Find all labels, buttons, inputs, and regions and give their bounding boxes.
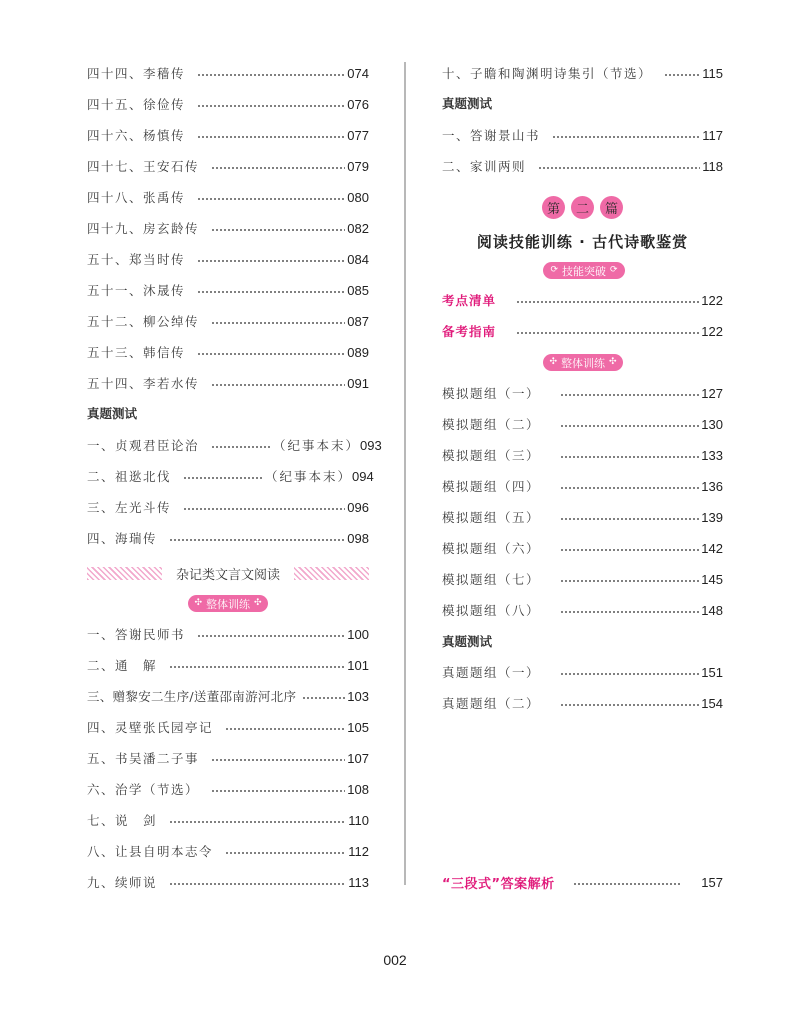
toc-entry[interactable] (87, 373, 369, 393)
leader-dots (197, 74, 345, 76)
section-band (87, 564, 369, 582)
toc-entry[interactable] (87, 311, 369, 331)
entry-title: 五十、郑当时传 (87, 252, 186, 267)
entry-page: 118 (702, 158, 723, 174)
toc-entry[interactable] (87, 528, 369, 548)
part-char-badge: 篇 (600, 196, 623, 219)
leader-dots (197, 635, 345, 637)
toc-entry[interactable] (87, 125, 369, 145)
entry-page: 091 (347, 375, 369, 391)
entry-page: 082 (347, 220, 369, 236)
leader-dots (169, 821, 346, 823)
entry-page: 148 (701, 602, 723, 618)
entry-title: 模拟题组（五） (442, 510, 541, 525)
leader-dots (197, 198, 345, 200)
toc-entry[interactable] (87, 810, 369, 830)
toc-entry[interactable] (87, 342, 369, 362)
entry-page: 130 (701, 416, 723, 432)
entry-page: 079 (347, 158, 369, 174)
leader-dots (560, 394, 699, 396)
entry-page: 122 (701, 323, 723, 339)
toc-entry[interactable] (442, 414, 723, 434)
leader-dots (560, 518, 699, 520)
leader-dots (211, 759, 345, 761)
entry-page: 077 (347, 127, 369, 143)
entry-page: 110 (348, 812, 369, 828)
entry-page: 101 (347, 657, 369, 673)
entry-title: 四十五、徐俭传 (87, 97, 186, 112)
leader-dots (538, 167, 700, 169)
entry-page: 136 (701, 478, 723, 494)
leader-dots (560, 673, 699, 675)
toc-entry[interactable] (442, 600, 723, 620)
toc-entry-answers[interactable] (442, 872, 723, 892)
leader-dots (169, 883, 346, 885)
entry-page: 108 (347, 781, 369, 797)
section-pill-label: 整体训练 (206, 597, 250, 611)
toc-entry[interactable] (87, 655, 369, 675)
toc-entry[interactable] (87, 466, 374, 486)
refresh-icon: ⟳ (550, 265, 558, 275)
toc-entry[interactable] (87, 63, 369, 83)
skill-pill-label: 技能突破 (562, 264, 606, 278)
leader-dots (560, 611, 699, 613)
entry-title: 一、答谢景山书 (442, 128, 541, 143)
leader-dots (211, 446, 271, 448)
entry-title: 真题题组（二） (442, 696, 541, 711)
leader-dots (560, 456, 699, 458)
entry-title: 模拟题组（六） (442, 541, 541, 556)
toc-entry[interactable] (442, 693, 723, 713)
entry-note: （纪事本末） (273, 438, 361, 453)
column-divider (404, 62, 406, 885)
entry-page: 098 (347, 530, 369, 546)
stripe-decoration (87, 567, 162, 580)
section-heading-exam: 真题测试 (87, 406, 138, 421)
entry-page: 100 (347, 626, 369, 642)
leader-dots (560, 580, 699, 582)
leader-dots (516, 301, 699, 303)
leader-dots (211, 384, 345, 386)
entry-page: 117 (702, 127, 723, 143)
toc-entry[interactable] (87, 218, 369, 238)
toc-entry[interactable] (442, 569, 723, 589)
entry-title: 三、左光斗传 (87, 500, 172, 515)
entry-page: 139 (701, 509, 723, 525)
entry-page: 085 (347, 282, 369, 298)
entry-title: 四十六、杨慎传 (87, 128, 186, 143)
entry-page: 089 (347, 344, 369, 360)
toc-entry[interactable] (87, 872, 369, 892)
entry-title: 考点清单 (442, 293, 497, 308)
entry-page: 115 (702, 65, 723, 81)
entry-title: 四十七、王安石传 (87, 159, 200, 174)
leader-dots (183, 508, 345, 510)
sparkle-icon: ✣ (609, 357, 617, 367)
toc-entry[interactable] (87, 435, 382, 455)
entry-page: 080 (347, 189, 369, 205)
entry-title: 模拟题组（四） (442, 479, 541, 494)
leader-dots (211, 322, 345, 324)
toc-entry[interactable] (442, 538, 723, 558)
training-pill-label: 整体训练 (561, 356, 605, 370)
leader-dots (560, 549, 699, 551)
toc-entry[interactable] (87, 94, 369, 114)
toc-entry[interactable] (87, 156, 369, 176)
entry-page: 094 (352, 468, 374, 484)
sparkle-icon: ✣ (549, 357, 557, 367)
entry-title: 真题题组（一） (442, 665, 541, 680)
entry-title: 十、子瞻和陶渊明诗集引（节选） (442, 66, 653, 81)
sparkle-icon: ✣ (254, 598, 262, 608)
entry-title: 三、赠黎安二生序/送董邵南游河北序 (87, 689, 297, 704)
leader-dots (183, 477, 263, 479)
toc-entry[interactable] (442, 63, 723, 83)
entry-title: 四十四、李穑传 (87, 66, 186, 81)
leader-dots (560, 704, 699, 706)
toc-entry[interactable] (87, 841, 369, 861)
entry-page: 105 (347, 719, 369, 735)
training-pill (543, 354, 623, 371)
leader-dots (560, 487, 699, 489)
toc-entry[interactable] (87, 497, 369, 517)
part-title: 阅读技能训练 · 古代诗歌鉴赏 (476, 233, 689, 251)
toc-entry[interactable] (87, 249, 369, 269)
entry-title: 四十九、房玄龄传 (87, 221, 200, 236)
toc-entry[interactable] (87, 717, 369, 737)
entry-page: 093 (360, 437, 382, 453)
entry-title: 备考指南 (442, 324, 497, 339)
entry-title: 四十八、张禹传 (87, 190, 186, 205)
section-band-title: 杂记类文言文阅读 (176, 567, 281, 583)
entry-title: 一、贞观君臣论治 (87, 438, 200, 453)
entry-page: 145 (701, 571, 723, 587)
section-heading-exam: 真题测试 (442, 634, 493, 649)
page-number: 002 (383, 952, 407, 968)
entry-title: 八、让县自明本志令 (87, 844, 214, 859)
entry-title: 四、海瑞传 (87, 531, 158, 546)
toc-entry[interactable] (442, 321, 723, 341)
leader-dots (197, 291, 345, 293)
entry-page: 107 (347, 750, 369, 766)
leader-dots (197, 105, 345, 107)
leader-dots (664, 74, 700, 76)
entry-page: 142 (701, 540, 723, 556)
refresh-icon: ⟳ (610, 265, 618, 275)
section-pill (188, 595, 268, 612)
entry-page: 113 (348, 874, 369, 890)
entry-page: 157 (701, 874, 723, 890)
toc-entry[interactable] (442, 476, 723, 496)
toc-entry[interactable] (442, 662, 723, 682)
toc-entry[interactable] (87, 748, 369, 768)
entry-title: 四、灵壁张氏园亭记 (87, 720, 214, 735)
sparkle-icon: ✣ (194, 598, 202, 608)
entry-page: 154 (701, 695, 723, 711)
entry-page: 096 (347, 499, 369, 515)
entry-page: 127 (701, 385, 723, 401)
entry-title: 五十三、韩信传 (87, 345, 186, 360)
entry-page: 074 (347, 65, 369, 81)
entry-page: 133 (701, 447, 723, 463)
entry-title: 模拟题组（八） (442, 603, 541, 618)
stripe-decoration (294, 567, 369, 580)
leader-dots (197, 260, 345, 262)
entry-title: 模拟题组（二） (442, 417, 541, 432)
leader-dots (560, 425, 699, 427)
entry-page: 112 (348, 843, 369, 859)
leader-dots (169, 666, 345, 668)
entry-title: 模拟题组（七） (442, 572, 541, 587)
entry-title: 五、书吴潘二子事 (87, 751, 200, 766)
entry-title: 模拟题组（一） (442, 386, 541, 401)
entry-title: 九、续师说 (87, 875, 158, 890)
entry-title: “三段式”答案解析 (442, 876, 555, 892)
toc-entry[interactable] (87, 779, 369, 799)
leader-dots (211, 167, 345, 169)
toc-entry[interactable] (442, 156, 723, 176)
toc-entry[interactable] (87, 686, 369, 706)
entry-page: 076 (347, 96, 369, 112)
toc-entry[interactable] (442, 507, 723, 527)
section-heading-exam: 真题测试 (442, 96, 493, 111)
entry-page: 103 (347, 688, 369, 704)
entry-title: 五十二、柳公绰传 (87, 314, 200, 329)
toc-entry[interactable] (442, 445, 723, 465)
leader-dots (169, 539, 345, 541)
toc-entry[interactable] (87, 624, 369, 644)
entry-title: 一、答谢民师书 (87, 627, 186, 642)
part-char-badge: 二 (571, 196, 594, 219)
entry-title: 二、祖逖北伐 (87, 469, 172, 484)
entry-title: 二、通 解 (87, 658, 158, 673)
entry-title: 六、治学（节选） (87, 782, 200, 797)
entry-page: 122 (701, 292, 723, 308)
leader-dots (573, 883, 682, 885)
toc-entry[interactable] (442, 383, 723, 403)
entry-page: 151 (701, 664, 723, 680)
entry-title: 模拟题组（三） (442, 448, 541, 463)
toc-entry[interactable] (87, 280, 369, 300)
entry-page: 084 (347, 251, 369, 267)
entry-title: 二、家训两则 (442, 159, 527, 174)
entry-title: 五十一、沐晟传 (87, 283, 186, 298)
part-char-badge: 第 (542, 196, 565, 219)
skill-pill (543, 262, 625, 279)
leader-dots (197, 136, 345, 138)
entry-title: 五十四、李若水传 (87, 376, 200, 391)
leader-dots (197, 353, 345, 355)
leader-dots (225, 728, 345, 730)
leader-dots (225, 852, 346, 854)
toc-entry[interactable] (442, 125, 723, 145)
toc-entry[interactable] (442, 290, 723, 310)
entry-note: （纪事本末） (265, 469, 353, 484)
leader-dots (516, 332, 699, 334)
leader-dots (211, 790, 345, 792)
leader-dots (211, 229, 345, 231)
toc-entry[interactable] (87, 187, 369, 207)
leader-dots (552, 136, 700, 138)
leader-dots (302, 697, 345, 699)
entry-page: 087 (347, 313, 369, 329)
entry-title: 七、说 剑 (87, 813, 158, 828)
